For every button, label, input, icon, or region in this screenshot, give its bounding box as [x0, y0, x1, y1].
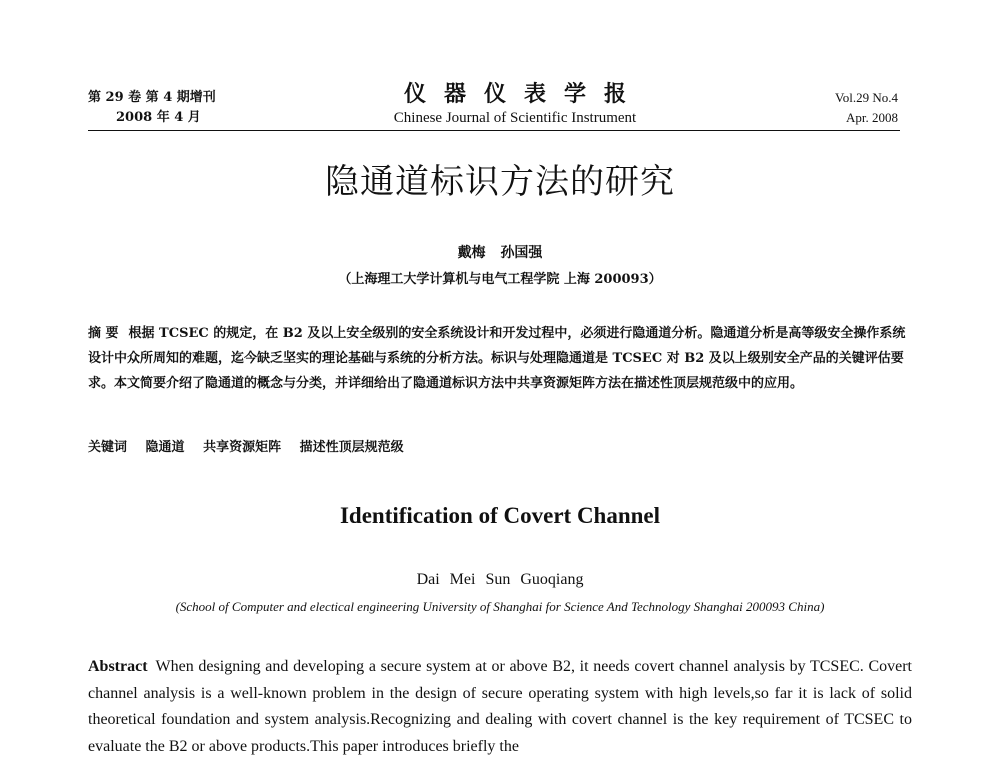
volume-issue-cn: 第 29 卷 第 4 期增刊: [88, 90, 216, 105]
keywords-cn-label: 关键词: [88, 440, 128, 455]
authors-cn: [0, 242, 1000, 262]
header-left: [88, 88, 216, 128]
author-cn: 孙国强: [500, 245, 543, 261]
abstract-en-text: When designing and developing a secure system at or above B2, it needs covert channel analysis by TCSEC. Covert channel analysis is a well-known problem in the design of secure operating system with high levels,so far it is lack of solid theoretical foundation and system analysis.Recognizing and dealing with covert channel is the key requirement of TCSEC to evaluate the B2 or above products.This paper introduces briefly the: [88, 658, 912, 755]
abstract-cn: [88, 321, 908, 396]
header-right: [835, 88, 898, 128]
keywords-cn: [88, 437, 908, 459]
date-cn: 2008 年 4 月: [116, 110, 201, 125]
abstract-en-label: Abstract: [88, 658, 148, 675]
header-rule: [88, 130, 900, 131]
journal-name-cn: 仪器仪表学报: [403, 81, 644, 107]
date-en: Apr. 2008: [846, 110, 898, 125]
paper-title-en: Identification of Covert Channel: [339, 503, 661, 528]
authors-en: Dai Mei Sun Guoqiang: [416, 571, 584, 588]
keyword: 隐通道: [145, 440, 185, 455]
abstract-en: [88, 654, 912, 760]
abstract-cn-text: 根据 TCSEC 的规定，在 B2 及以上安全级别的安全系统设计和开发过程中，必须进行隐通道分析。隐通道分析是高等级安全操作系统设计中众所周知的难题，迄今缺乏坚实的理论基础与系统的分析方法。标识与处理隐通道是 TCSEC 对 B2 及以上级别安全产品的关键评估要求。本文简要介绍了隐通道的概念与分类，并详细给出了隐通道标识方法中共享资源矩阵方法在描述性顶层规范级中的应用。: [88, 326, 906, 391]
paper-title-cn: 隐通道标识方法的研究: [325, 162, 675, 202]
affiliation-en: (School of Computer and electical engineering University of Shanghai for Science And Technology Shanghai 200093 China): [175, 599, 825, 614]
keyword: 描述性顶层规范级: [299, 440, 404, 455]
keyword: 共享资源矩阵: [203, 440, 282, 455]
abstract-cn-label: 摘 要: [88, 326, 119, 341]
author-cn: 戴梅: [457, 245, 486, 261]
journal-name: [360, 80, 670, 128]
affiliation-cn: （上海理工大学计算机与电气工程学院 上海 200093）: [338, 272, 662, 287]
journal-name-en: Chinese Journal of Scientific Instrument: [393, 110, 637, 126]
volume-issue-en: Vol.29 No.4: [835, 90, 898, 105]
